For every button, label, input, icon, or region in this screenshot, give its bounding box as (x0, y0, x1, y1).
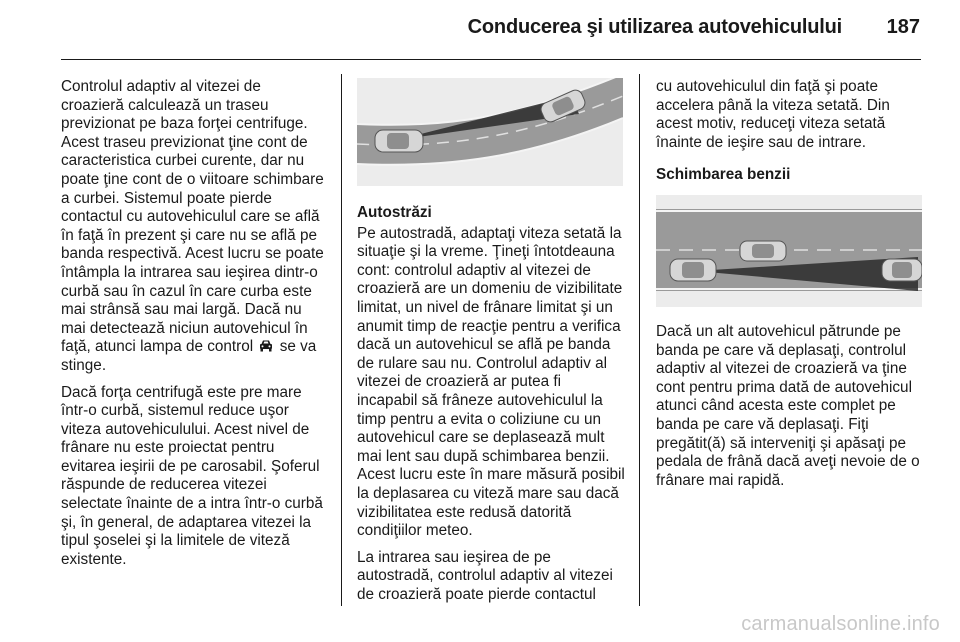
lead-car-shape (882, 259, 922, 281)
page-number: 187 (886, 16, 920, 38)
column-1 (61, 78, 325, 577)
footer-watermark: carmanualsonline.info (741, 613, 940, 635)
col1-p1-text: Controlul adaptiv al vitezei de croazieră calculează un traseu previzionat pe baza forţei centrifuge. Acest traseu previzionat ţine cont de caracteristica curbei curente, dar nu poate ţine cont de o viitoare schimbare a curbei. Sistemul poate pierde contactul cu autovehiculul care se află în faţă în prezent şi care nu se află pe banda respectivă. Acest lucru se poate întâmpla la intrarea sau ieşirea dintr-o curbă sau în cazul în care curba este mai strânsă sau mai largă. Dacă nu mai detectează niciun autovehicul în faţă, atunci lampa de control (61, 78, 324, 356)
section-heading-highways: Autostrăzi (357, 204, 432, 221)
col1-paragraph-2: Dacă forţa centrifugă este pre mare într-o curbă, sistemul reduce uşor viteza autovehiculului. Acest nivel de frânare nu este proiectat pentru evitarea ieşirii de pe carosabil. Şoferul răspunde de reducerea vitezei selectate înainte de a intra într-o curbă şi, în general, de adaptarea vitezei la tipul şoselei şi la limitele de viteză existente. (61, 383, 323, 568)
curve-road-illustration (357, 78, 623, 186)
header-title: Conducerea şi utilizarea autovehiculului (467, 16, 842, 38)
lane-change-illustration (656, 195, 922, 307)
merging-car-shape (740, 241, 786, 261)
col1-paragraph-1 (61, 78, 325, 376)
col2-paragraph-2: La intrarea sau ieşirea de pe autostradă, controlul adaptiv al vitezei de croazieră poate pierde contactul (357, 548, 613, 603)
own-car-shape (670, 259, 716, 281)
col3-paragraph-1: cu autovehiculul din faţă şi poate accelera până la viteza setată. Din acest motiv, reduceţi viteza setată înainte de ieşire sau de intrare. (656, 78, 890, 151)
section-heading-lane-change: Schimbarea benzii (656, 166, 791, 184)
column-divider-1 (341, 74, 342, 606)
column-3 (656, 78, 923, 498)
column-divider-2 (639, 74, 640, 606)
car-front-icon (259, 339, 273, 352)
col2-paragraph-1: Pe autostradă, adaptaţi viteza setată la situaţie şi la vreme. Ţineţi întotdeauna cont: controlul adaptiv al vitezei de croazieră are un domeniu de vizibilitate limitat, un nivel de frânare limitat şi un anumit timp de reacţie pentru a verifica dacă un autovehicul se află pe banda de rulare sau nu. Controlul adaptiv al vitezei de croazieră ar putea fi incapabil să frâneze autovehiculul la timp pentru a evita o coliziune cu un autovehicul care se deplasează mult mai lent sau după schimbarea benzii. Acest lucru este în mare măsură posibil la deplasarea cu viteză mare sau dacă vizibilitatea este redusă datorită condiţiilor meteo. (357, 224, 625, 540)
page-header (0, 0, 960, 60)
column-2 (357, 78, 625, 612)
own-car-shape (375, 130, 423, 152)
col3-paragraph-2: Dacă un alt autovehicul pătrunde pe banda pe care vă deplasaţi, controlul adaptiv al vitezei de croazieră va ţine cont pentru prima dată de autovehicul atunci când acesta este complet pe banda pe care vă deplasaţi. Fiţi pregătit(ă) să interveniţi şi apăsaţi pe pedala de frână dacă aveţi nevoie de o frânare mai rapidă. (656, 322, 920, 489)
header-divider (61, 59, 921, 60)
col1-p1-tail: se va stinge. (61, 338, 317, 374)
